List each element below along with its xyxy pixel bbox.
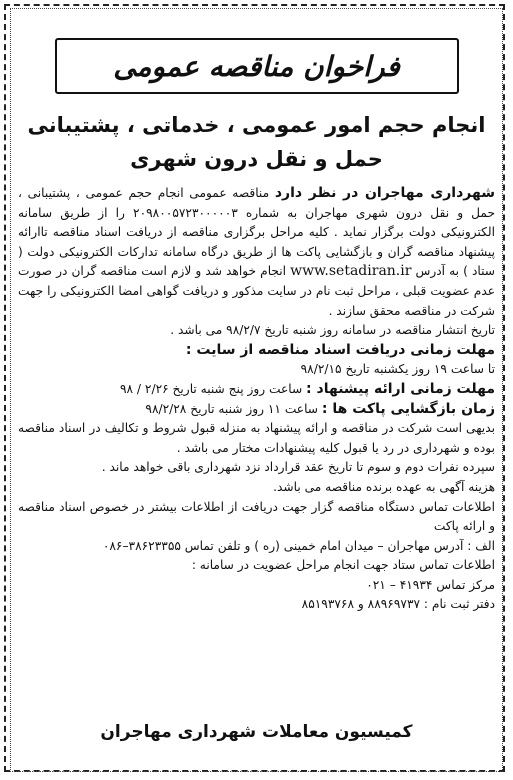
contact-intro: اطلاعات تماس دستگاه مناقصه گزار جهت دریافت از اطلاعات بیشتر در خصوص اسناد مناقصه و ارائه پاکت: [18, 499, 495, 534]
intro-text: مناقصه عمومی انجام حجم عمومی ، پشتیبانی ، حمل و نقل درون شهری مهاجران به شماره ۲۰۹۸۰۰۵۷۲۳۰۰۰۰۰۳ را از طریق سامانه الکترونیکی دولت برگزار نماید . کلیه مراحل برگزاری مناقصه از دریافت اسناد مناقصه تاارائه پیشنهاد مناقصه گران و بازگشایی پاکت ها از طریق درگاه سامانه تدارکات الکترونیکی دولت ( ستاد ) به آدرس: [18, 186, 495, 279]
subtitle-line-2: حمل و نقل درون شهری: [130, 147, 383, 171]
note-2: سپرده نفرات دوم و سوم تا تاریخ عقد قرارداد نزد شهرداری باقی خواهد ماند .: [101, 460, 495, 475]
opening-label: زمان بازگشایی پاکت ها :: [321, 400, 495, 417]
signature: کمیسیون معاملات شهرداری مهاجران: [100, 722, 413, 742]
subtitle: [14, 108, 499, 176]
page-title: فراخوان مناقصه عمومی: [113, 49, 400, 83]
opening-time: [18, 400, 495, 420]
contact-address: الف : آدرس مهاجران – میدان امام خمینی (ره ) و تلفن تماس ۳۸۶۲۳۳۵۵–۰۸۶: [102, 538, 495, 553]
note-3: هزینه آگهی به عهده برنده مناقصه می باشد.: [273, 479, 495, 494]
deadline-docs-label: مهلت زمانی دریافت اسناد مناقصه از سایت :: [185, 341, 495, 358]
deadline-offer-label: مهلت زمانی ارائه پیشنهاد :: [306, 380, 495, 397]
setad-intro: اطلاعات تماس ستاد جهت انجام مراحل عضویت در سامانه :: [191, 558, 495, 573]
deadline-offer: [18, 380, 495, 400]
subtitle-line-1: انجام حجم امور عمومی ، خدماتی ، پشتیبانی: [27, 113, 486, 137]
opening-value: ساعت ۱۱ روز شنبه تاریخ ۹۸/۲/۲۸: [145, 401, 322, 416]
setad-office: دفتر ثبت نام : ۸۸۹۶۹۷۳۷ و ۸۵۱۹۳۷۶۸: [301, 597, 495, 612]
publish-date: تاریخ انتشار مناقصه در سامانه روز شنبه تاریخ ۹۸/۲/۷ می باشد .: [170, 323, 495, 338]
title-box: [55, 38, 459, 94]
intro-paragraph: [18, 184, 495, 321]
deadline-offer-value: ساعت روز پنج شنبه تاریخ ۲/۲۶ / ۹۸: [119, 381, 307, 396]
intro-text-2: انجام خواهد شد و لازم است مناقصه گران در صورت عدم عضویت قبلی ، مراحل ثبت نام در سایت مذکور و دریافت گواهی امضا الکترونیکی را جهت شرکت در مناقصه محقق سازند .: [18, 264, 495, 318]
deadline-docs-value: تا ساعت ۱۹ روز یکشنبه تاریخ ۹۸/۲/۱۵: [300, 362, 495, 377]
setad-center: مرکز تماس ۴۱۹۳۴ – ۰۲۱: [366, 577, 495, 592]
intro-bold: شهرداری مهاجران در نظر دارد: [274, 185, 495, 201]
note-1: بدیهی است شرکت در مناقصه و ارائه پیشنهاد به منزله قبول شروط و تکالیف در اسناد مناقصه بوده و شهرداری در رد یا قبول کلیه پیشنهادات مختار می باشد .: [18, 421, 495, 455]
announcement: [14, 10, 499, 615]
announcement-body: [14, 184, 499, 615]
website-link[interactable]: www.setadiran.ir: [290, 263, 412, 280]
